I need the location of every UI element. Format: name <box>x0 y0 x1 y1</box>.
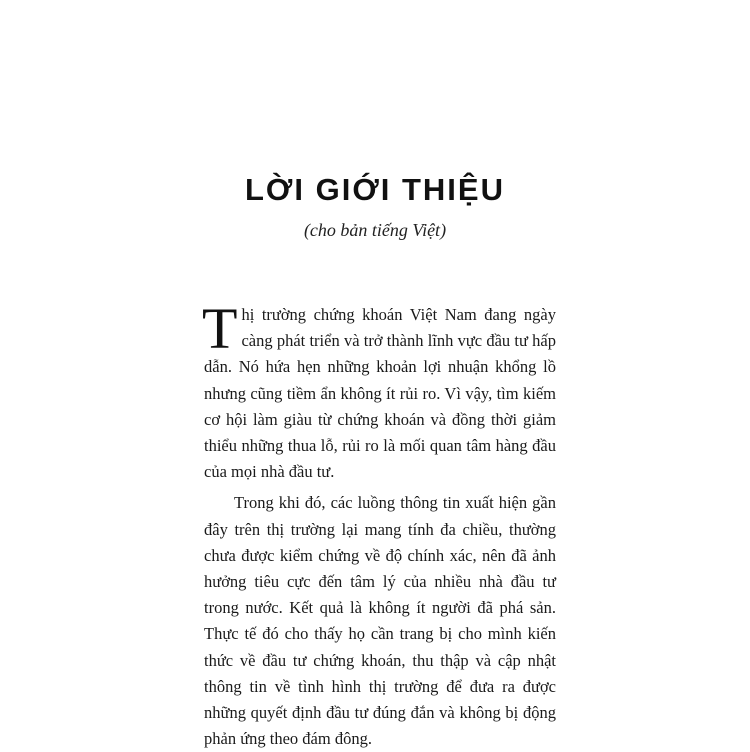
paragraph-1 <box>202 296 556 485</box>
body-text <box>202 296 556 752</box>
paragraph-1-text: hị trường chứng khoán Việt Nam đang ngày càng phát triển và trở thành lĩnh vực đầu tư hấp dẫn. Nó hứa hẹn những khoản lợi nhuận khổng lồ nhưng cũng tiềm ẩn không ít rủi ro. Vì vậy, tìm kiếm cơ hội làm giàu từ chứng khoán và đồng thời giảm thiểu những thua lỗ, rủi ro là mối quan tâm hàng đầu của mọi nhà đầu tư. <box>204 305 556 482</box>
page-subtitle: (cho bản tiếng Việt) <box>303 220 447 240</box>
drop-cap: T <box>202 296 238 361</box>
paragraph-2: Trong khi đó, các luồng thông tin xuất hiện gần đây trên thị trường lại mang tính đa chiều, thường chưa được kiểm chứng về độ chính xác, nên đã ảnh hưởng tiêu cực đến tâm lý của nhiều nhà đầu tư trong nước. Kết quả là không ít người đã phá sản. Thực tế đó cho thấy họ cần trang bị cho mình kiến thức về đầu tư chứng khoán, thu thập và cập nhật thông tin về tình hình thị trường để đưa ra được những quyết định đầu tư đúng đắn và không bị động phản ứng theo đám đông. <box>204 493 556 749</box>
page-title: LỜI GIỚI THIỆU <box>244 172 505 207</box>
